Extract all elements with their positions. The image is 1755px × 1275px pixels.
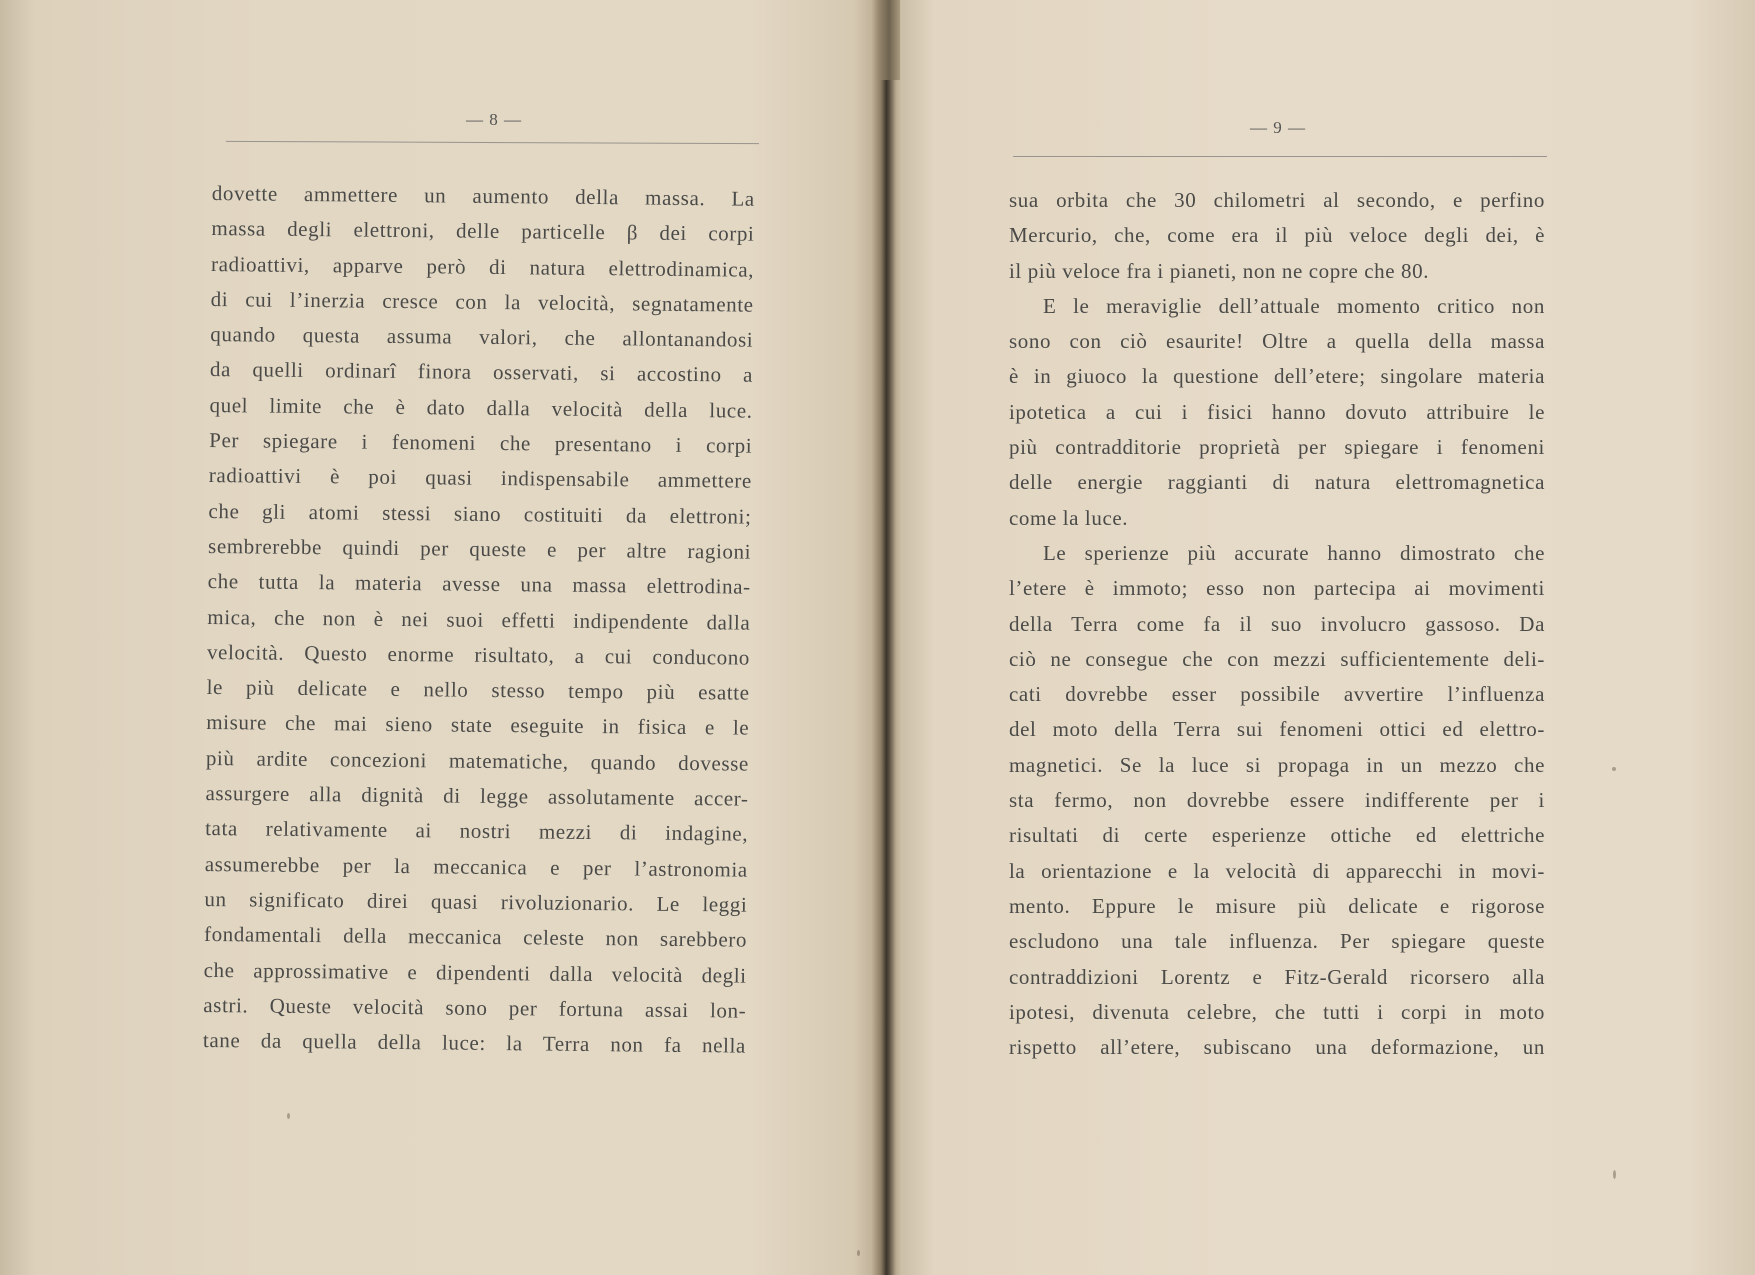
text-line: mica, che non è nei suoi effetti indipendente dalla — [207, 604, 751, 635]
left-page-number: — 8 — — [466, 110, 522, 129]
text-line: sono con ciò esaurite! Oltre a quella della massa — [1009, 329, 1545, 354]
text-line: l’etere è immoto; esso non partecipa ai movimenti — [1009, 576, 1545, 601]
text-line: è in giuoco la questione dell’etere; singolare materia — [1009, 364, 1545, 389]
text-line: astri. Queste velocità sono per fortuna assai lon- — [203, 992, 747, 1023]
text-line: Per spiegare i fenomeni che presentano i corpi — [209, 428, 753, 458]
text-line: risultati di certe esperienze ottiche ed elettriche — [1009, 823, 1545, 848]
text-line: più contradditorie proprietà per spiegare i fenomeni — [1009, 435, 1545, 460]
text-line: fondamentali della meccanica celeste non sarebbero — [203, 922, 748, 952]
text-line: assurgere alla dignità di legge assolutamente accer- — [205, 781, 749, 811]
text-line: E le meraviglie dell’attuale momento critico non — [1043, 293, 1545, 318]
text-line: dovette ammettere un aumento della massa. La — [211, 180, 755, 211]
text-line: radioattivi, apparve però di natura elettrodinamica, — [210, 251, 755, 282]
text-line: da quelli ordinarî finora osservati, si accostino a — [209, 357, 754, 388]
text-line: radioattivi è poi quasi indispensabile ammettere — [208, 463, 752, 494]
text-line: che tutta la materia avesse una massa elettrodina- — [207, 569, 751, 599]
text-line: rispetto all’etere, subiscano una deformazione, un — [1009, 1035, 1545, 1060]
paper-speck — [1612, 767, 1616, 771]
text-line: più ardite concezioni matematiche, quando dovesse — [205, 745, 750, 776]
text-line: mento. Eppure le misure più delicate e rigorose — [1009, 893, 1545, 918]
text-line: le più delicate e nello stesso tempo più esatte — [206, 675, 750, 705]
text-line: della Terra come fa il suo involucro gassoso. Da — [1009, 611, 1545, 636]
right-page-text — [1009, 183, 1545, 1065]
text-line: che gli atomi stessi siano costituiti da elettroni; — [208, 498, 752, 529]
text-line: quando questa assuma valori, che allontanandosi — [210, 322, 754, 352]
text-line: escludono una tale influenza. Per spiegare queste — [1009, 929, 1545, 954]
left-page-text — [203, 176, 755, 1064]
text-line: di cui l’inerzia cresce con la velocità, segnatamente — [210, 286, 754, 317]
text-line: Mercurio, che, come era il più veloce degli dei, è — [1009, 223, 1545, 248]
text-line: che approssimative e dipendenti dalla velocità degli — [203, 957, 747, 988]
text-line: massa degli elettroni, delle particelle β dei corpi — [211, 216, 755, 246]
text-line: assumerebbe per la meccanica e per l’astronomia — [204, 851, 748, 882]
text-line: Le sperienze più accurate hanno dimostrato che — [1043, 540, 1545, 565]
text-line: ipotesi, divenuta celebre, che tutti i corpi in moto — [1009, 999, 1545, 1024]
text-line: magnetici. Se la luce si propaga in un mezzo che — [1009, 752, 1545, 777]
text-line: la orientazione e la velocità di apparecchi in movi- — [1009, 858, 1545, 883]
text-line: sua orbita che 30 chilometri al secondo, e perfino — [1009, 188, 1545, 212]
text-line: velocità. Questo enorme risultato, a cui conducono — [206, 639, 751, 670]
right-header-rule — [1013, 156, 1547, 157]
binding-tape — [878, 0, 900, 80]
text-line: cati dovrebbe esser possibile avvertire l’influenza — [1009, 682, 1545, 707]
text-line: il più veloce fra i pianeti, non ne copre che 80. — [1009, 258, 1430, 283]
right-page-number: — 9 — — [1250, 118, 1306, 137]
text-line: ciò ne consegue che con mezzi sufficientemente deli- — [1009, 646, 1545, 671]
text-line: tane da quella della luce: la Terra non fa nella — [202, 1028, 747, 1058]
text-line: ipotetica a cui i fisici hanno dovuto attribuire le — [1009, 399, 1545, 424]
text-line: contraddizioni Lorentz e Fitz-Gerald ricorsero alla — [1009, 964, 1545, 989]
text-line: misure che mai sieno state eseguite in fisica e le — [206, 710, 750, 741]
text-line: quel limite che è dato dalla velocità della luce. — [209, 392, 753, 423]
text-line: del moto della Terra sui fenomeni ottici ed elettro- — [1009, 717, 1545, 742]
paper-speck — [1613, 1170, 1616, 1179]
paper-speck — [857, 1250, 860, 1256]
book-gutter — [872, 0, 902, 1275]
paper-speck — [287, 1113, 290, 1119]
text-line: sta fermo, non dovrebbe essere indifferente per i — [1009, 788, 1545, 813]
text-line: delle energie raggianti di natura elettromagnetica — [1009, 470, 1545, 495]
text-line: un significato direi quasi rivoluzionario. Le leggi — [204, 886, 748, 917]
text-line: sembrerebbe quindi per queste e per altre ragioni — [208, 533, 752, 564]
text-line: come la luce. — [1009, 505, 1129, 530]
text-line: tata relativamente ai nostri mezzi di indagine, — [205, 816, 749, 846]
